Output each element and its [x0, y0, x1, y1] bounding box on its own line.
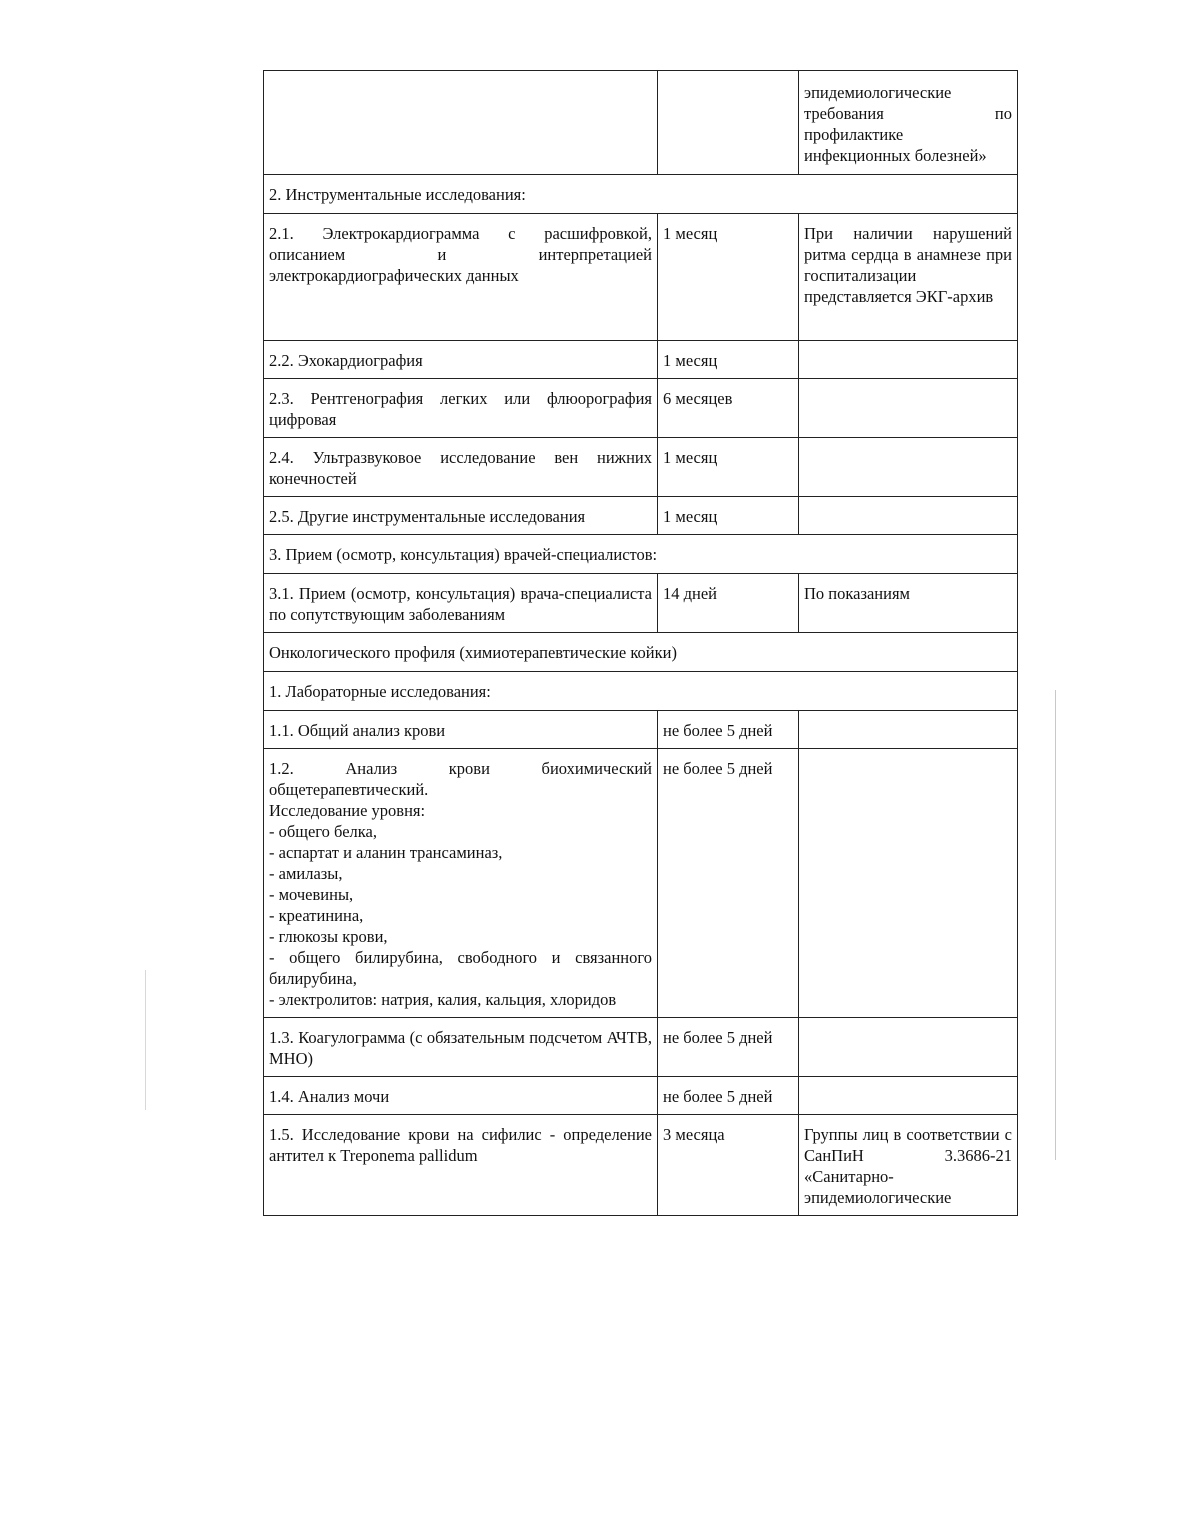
- cell-note: [799, 711, 1018, 749]
- cell-note: По показаниям: [799, 574, 1018, 633]
- cell-period: 6 месяцев: [658, 379, 799, 438]
- cell-name: 2.5. Другие инструментальные исследования: [264, 497, 658, 535]
- note-line: эпидемиологические: [804, 83, 952, 102]
- cell-name: [264, 71, 658, 175]
- scan-artifact-line: [145, 970, 146, 1110]
- note-line: профилактике: [804, 125, 904, 144]
- cell-period: 1 месяц: [658, 438, 799, 497]
- table-row: [264, 1077, 1018, 1115]
- name-line: Исследование уровня:: [269, 801, 426, 820]
- section-row: [264, 175, 1018, 214]
- cell-note: [799, 1077, 1018, 1115]
- cell-period: 1 месяц: [658, 341, 799, 379]
- name-line: - электролитов: натрия, калия, кальция, хлоридов: [269, 990, 617, 1009]
- cell-name: 1.4. Анализ мочи: [264, 1077, 658, 1115]
- cell-name: 2.4. Ультразвуковое исследование вен нижних конечностей: [264, 438, 658, 497]
- cell-name: 1.5. Исследование крови на сифилис - определение антител к Treponema pallidum: [264, 1115, 658, 1216]
- table-row: [264, 574, 1018, 633]
- cell-name: 1.3. Коагулограмма (с обязательным подсчетом АЧТВ, МНО): [264, 1018, 658, 1077]
- name-line: 1.2. Анализ крови биохимический общетерапевтический.: [269, 759, 652, 799]
- scan-artifact-line: [1055, 690, 1056, 1160]
- cell-period: 1 месяц: [658, 497, 799, 535]
- cell-period: [658, 71, 799, 175]
- section-heading-consult: 3. Прием (осмотр, консультация) врачей-специалистов:: [264, 535, 1018, 574]
- cell-period: не более 5 дней: [658, 1077, 799, 1115]
- cell-period: 3 месяца: [658, 1115, 799, 1216]
- cell-note: [799, 749, 1018, 1018]
- table-row: [264, 214, 1018, 341]
- cell-note: При наличии нарушений ритма сердца в анамнезе при госпитализации представляется ЭКГ-архив: [799, 214, 1018, 341]
- section-heading-oncology: Онкологического профиля (химиотерапевтические койки): [264, 633, 1018, 672]
- table-row: [264, 438, 1018, 497]
- section-row: [264, 535, 1018, 574]
- table-row: [264, 749, 1018, 1018]
- cell-period: 1 месяц: [658, 214, 799, 341]
- name-line: - общего билирубина, свободного и связанного билирубина,: [269, 948, 652, 988]
- cell-period: не более 5 дней: [658, 711, 799, 749]
- table-row: [264, 379, 1018, 438]
- table-row: [264, 711, 1018, 749]
- table-row: [264, 341, 1018, 379]
- cell-name: 3.1. Прием (осмотр, консультация) врача-специалиста по сопутствующим заболеваниям: [264, 574, 658, 633]
- cell-name: [264, 749, 658, 1018]
- note-line: инфекционных болезней»: [804, 146, 987, 165]
- cell-period: не более 5 дней: [658, 1018, 799, 1077]
- cell-name: 2.2. Эхокардиография: [264, 341, 658, 379]
- requirements-table: [263, 70, 1018, 1216]
- table-row: [264, 1018, 1018, 1077]
- table-row: [264, 497, 1018, 535]
- cell-name: 2.3. Рентгенография легких или флюорография цифровая: [264, 379, 658, 438]
- cell-name: 2.1. Электрокардиограмма с расшифровкой, описанием и интерпретацией электрокардиографических данных: [264, 214, 658, 341]
- table-row: [264, 1115, 1018, 1216]
- cell-name: 1.1. Общий анализ крови: [264, 711, 658, 749]
- section-heading-instrumental: 2. Инструментальные исследования:: [264, 175, 1018, 214]
- section-row: [264, 672, 1018, 711]
- name-line: - креатинина,: [269, 906, 364, 925]
- section-row: [264, 633, 1018, 672]
- section-heading-lab: 1. Лабораторные исследования:: [264, 672, 1018, 711]
- cell-note: [799, 71, 1018, 175]
- name-line: - мочевины,: [269, 885, 354, 904]
- name-line: - аспартат и аланин трансаминаз,: [269, 843, 503, 862]
- table-row: [264, 71, 1018, 175]
- cell-period: не более 5 дней: [658, 749, 799, 1018]
- cell-note: Группы лиц в соответствии с СанПиН 3.3686-21 «Санитарно-эпидемиологические: [799, 1115, 1018, 1216]
- cell-period: 14 дней: [658, 574, 799, 633]
- cell-note: [799, 1018, 1018, 1077]
- note-line: требования по: [804, 104, 1012, 123]
- cell-note: [799, 497, 1018, 535]
- cell-note: [799, 341, 1018, 379]
- name-line: - общего белка,: [269, 822, 377, 841]
- cell-note: [799, 379, 1018, 438]
- cell-note: [799, 438, 1018, 497]
- name-line: - амилазы,: [269, 864, 343, 883]
- name-line: - глюкозы крови,: [269, 927, 388, 946]
